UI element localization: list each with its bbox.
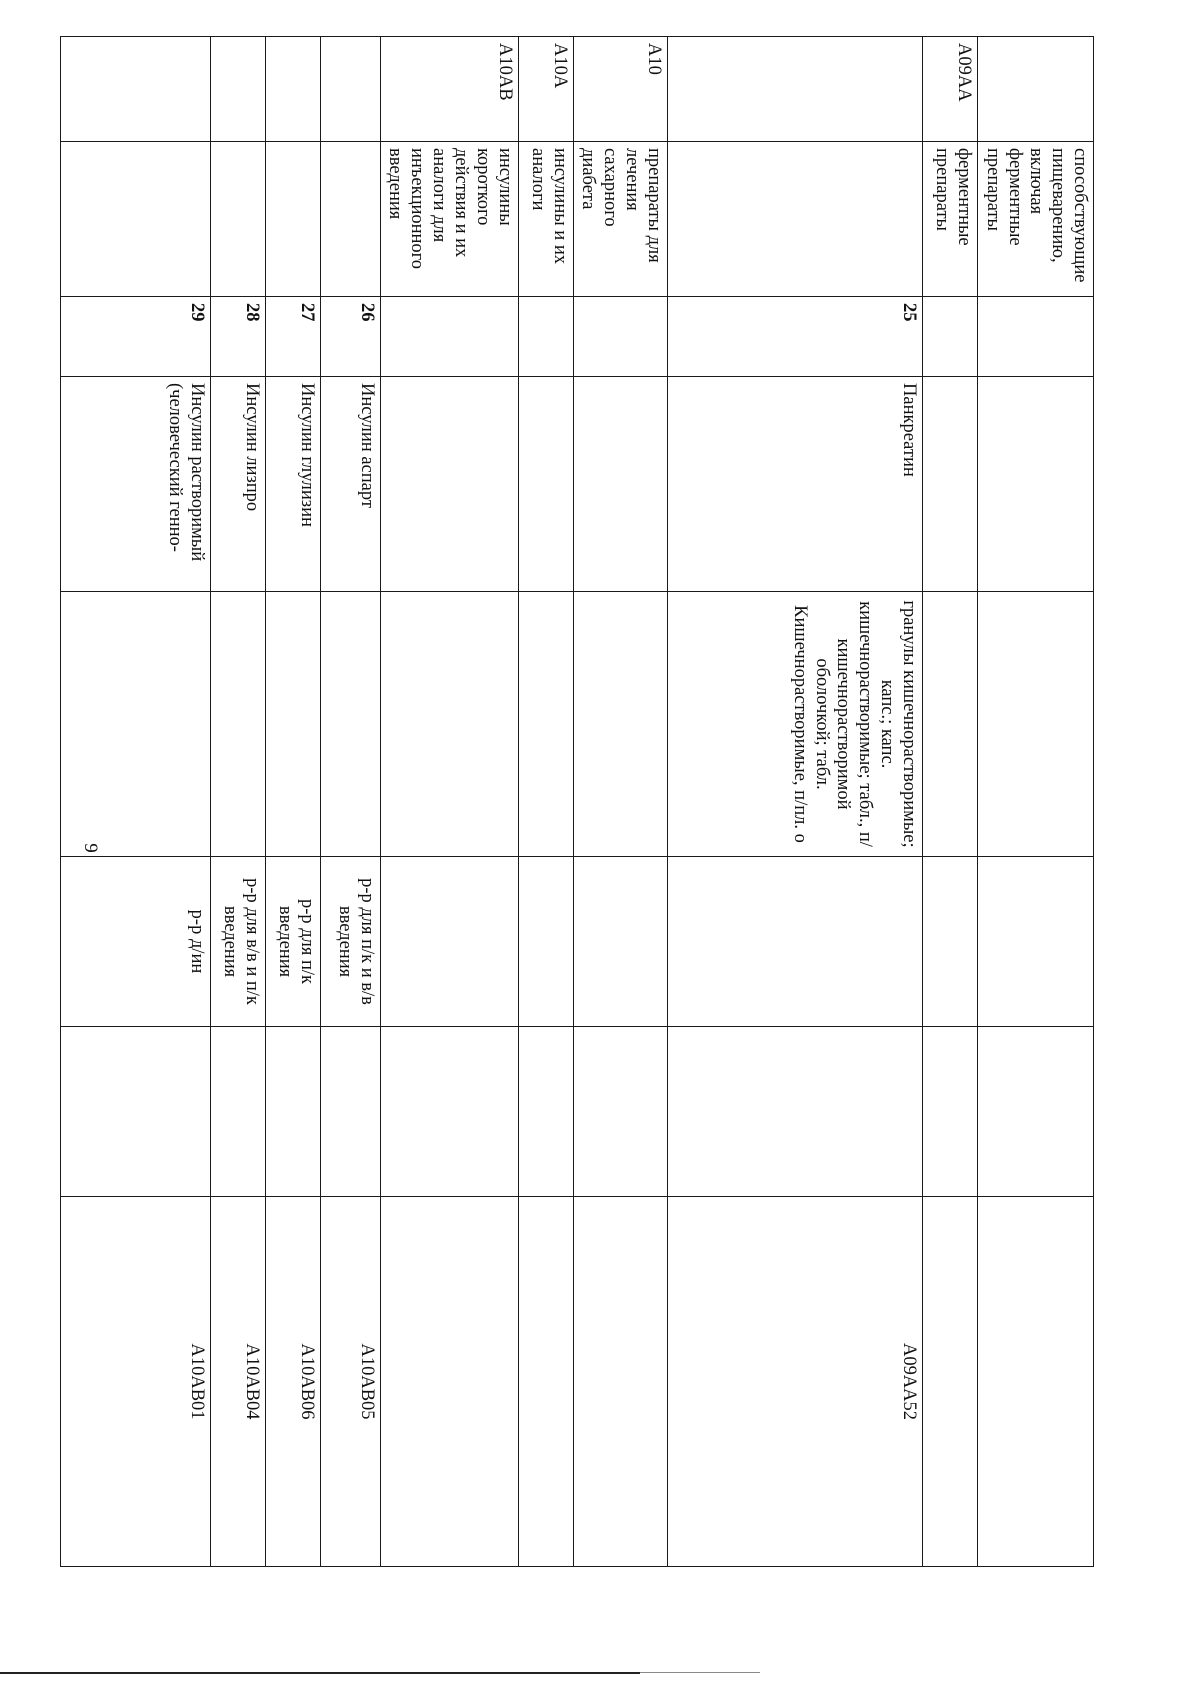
dosage-form (60, 592, 210, 857)
row-number (380, 297, 518, 377)
table-row (922, 37, 977, 1567)
table-row (265, 37, 320, 1567)
dosage-form (922, 592, 977, 857)
atc-group-code (265, 37, 320, 142)
table-row (573, 37, 667, 1567)
drug-name: Инсулин глулизин (265, 377, 320, 592)
atc-code (380, 1197, 518, 1567)
atc-group-code (977, 37, 1093, 142)
atc-group-name: способствующие пищеварению, включая ферментные препараты (977, 142, 1093, 297)
atc-code (977, 1197, 1093, 1567)
atc-group-name (265, 142, 320, 297)
bottom-divider (0, 1672, 640, 1674)
atc-group-name (60, 142, 210, 297)
dose-cell (922, 1027, 977, 1197)
drug-name (380, 377, 518, 592)
dosage-form-alt (380, 857, 518, 1027)
drug-name (518, 377, 573, 592)
table-row (977, 37, 1093, 1567)
row-number: 27 (265, 297, 320, 377)
dose-cell (977, 1027, 1093, 1197)
dose-cell (667, 1027, 922, 1197)
table-row (60, 37, 210, 1567)
atc-group-code (210, 37, 265, 142)
dosage-form-alt (573, 857, 667, 1027)
table-row (518, 37, 573, 1567)
dose-cell (265, 1027, 320, 1197)
atc-group-code (60, 37, 210, 142)
atc-group-name: ферментные препараты (922, 142, 977, 297)
bottom-divider-faint (640, 1672, 760, 1673)
rotated-table-wrapper (84, 36, 1094, 1566)
atc-group-code: A10 (573, 37, 667, 142)
dosage-form-alt: р-р для п/к и в/в введения (320, 857, 380, 1027)
atc-code: A10AB01 (60, 1197, 210, 1567)
atc-group-code (320, 37, 380, 142)
row-number (518, 297, 573, 377)
atc-group-code: A09AA (922, 37, 977, 142)
dosage-form (265, 592, 320, 857)
atc-group-name: инсулины и их аналоги (518, 142, 573, 297)
dosage-form: гранулы кишечнорастворимые; капс.; капс. кишечнорастворимые; табл., п/кишечнорастворимой оболочкой; табл. Кишечнорастворимые, п/пл. о (667, 592, 922, 857)
dose-cell (380, 1027, 518, 1197)
drug-name (922, 377, 977, 592)
dosage-form (977, 592, 1093, 857)
atc-code: A10AB05 (320, 1197, 380, 1567)
dose-cell (573, 1027, 667, 1197)
atc-code (573, 1197, 667, 1567)
dosage-form (573, 592, 667, 857)
atc-group-code (667, 37, 922, 142)
row-number: 26 (320, 297, 380, 377)
drug-name: Инсулин аспарт (320, 377, 380, 592)
atc-code (518, 1197, 573, 1567)
atc-group-name (667, 142, 922, 297)
atc-group-name (210, 142, 265, 297)
drug-name: Панкреатин (667, 377, 922, 592)
table-row (667, 37, 922, 1567)
dosage-form-alt (922, 857, 977, 1027)
dosage-form-alt (667, 857, 922, 1027)
drug-name: Инсулин лизпро (210, 377, 265, 592)
atc-group-code: A10AB (380, 37, 518, 142)
dosage-form (210, 592, 265, 857)
dosage-form-alt (977, 857, 1093, 1027)
atc-code: A10AB06 (265, 1197, 320, 1567)
row-number: 28 (210, 297, 265, 377)
dosage-form-alt: р-р для п/к введения (265, 857, 320, 1027)
dosage-form (320, 592, 380, 857)
row-number: 29 (60, 297, 210, 377)
row-number (573, 297, 667, 377)
dose-cell (518, 1027, 573, 1197)
dosage-form-alt (518, 857, 573, 1027)
dose-cell (210, 1027, 265, 1197)
atc-code: A10AB04 (210, 1197, 265, 1567)
atc-code (922, 1197, 977, 1567)
drug-name (977, 377, 1093, 592)
drug-name: Инсулин растворимый (человеческий генно- (60, 377, 210, 592)
row-number (977, 297, 1093, 377)
atc-group-code: A10A (518, 37, 573, 142)
drug-name (573, 377, 667, 592)
atc-group-name: препараты для лечения сахарного диабета (573, 142, 667, 297)
row-number: 25 (667, 297, 922, 377)
dose-cell (60, 1027, 210, 1197)
atc-group-name: инсулины короткого действия и их аналоги для инъекционного введения (380, 142, 518, 297)
dosage-form (380, 592, 518, 857)
dosage-form-alt: р-р д/ин (60, 857, 210, 1027)
dose-cell (320, 1027, 380, 1197)
atc-group-name (320, 142, 380, 297)
table-row (210, 37, 265, 1567)
page-number: 9 (80, 843, 101, 853)
table-row (380, 37, 518, 1567)
atc-code: A09AA52 (667, 1197, 922, 1567)
drug-table (60, 36, 1094, 1567)
dosage-form (518, 592, 573, 857)
table-row (320, 37, 380, 1567)
row-number (922, 297, 977, 377)
dosage-form-alt: р-р для в/в и п/к введения (210, 857, 265, 1027)
